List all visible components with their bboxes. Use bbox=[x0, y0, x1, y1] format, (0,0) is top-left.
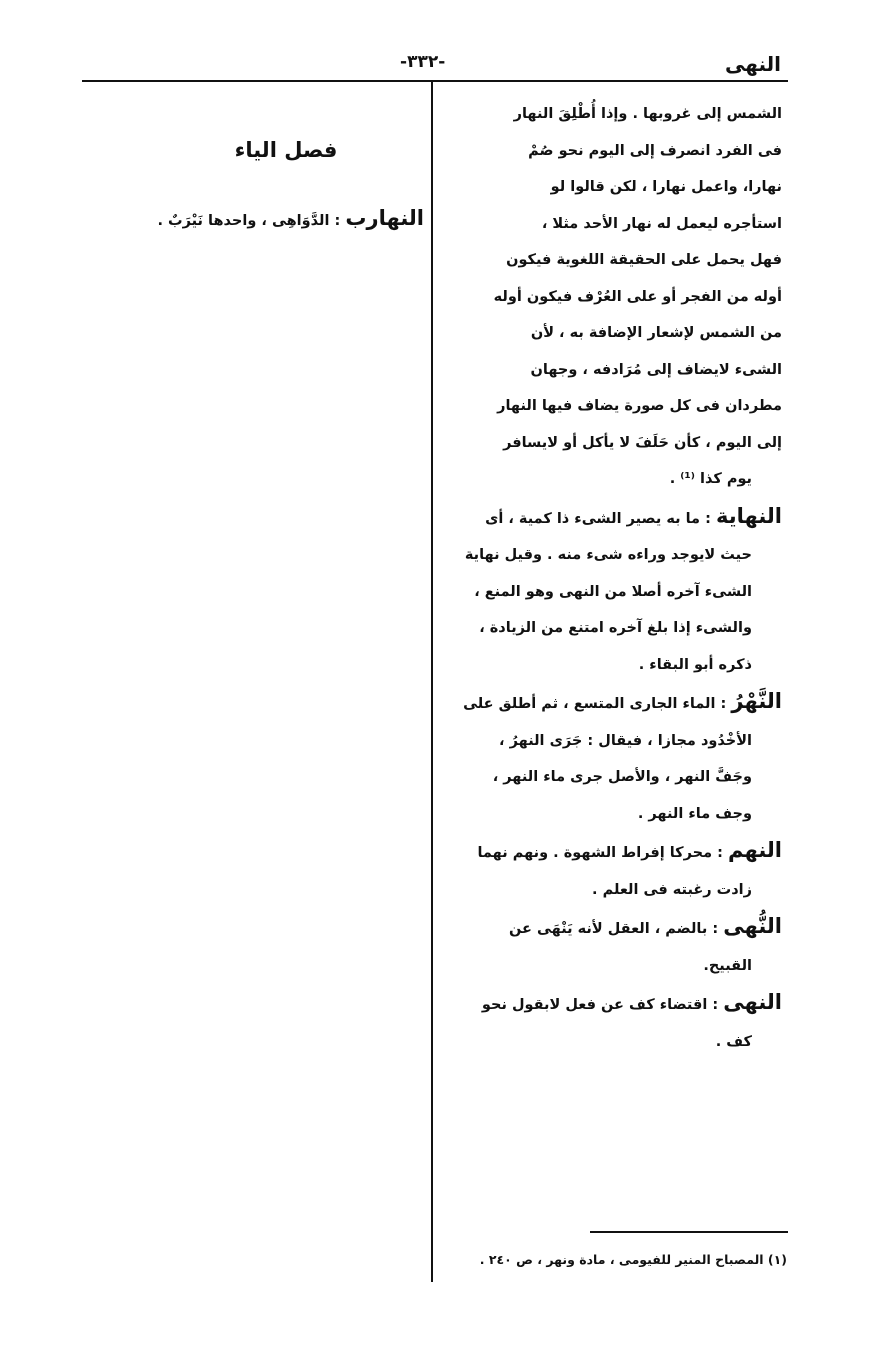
text-line: الشىء آخره أصلا من النهى وهو المنع ، bbox=[474, 583, 752, 600]
text-line: الأخْدُود مجازا ، فيقال : جَرَى النهرُ ، bbox=[499, 732, 752, 749]
entry-definition: اقتضاء كف عن فعل لابقول نحو bbox=[481, 997, 708, 1013]
text-line: من الشمس لإشعار الإضافة به ، لأن bbox=[530, 325, 782, 341]
entry-first-line bbox=[442, 908, 782, 948]
entry-first-line bbox=[442, 984, 782, 1024]
entry-headword: النهم bbox=[728, 838, 782, 862]
text-line: مطردان فى كل صورة يضاف فيها النهار bbox=[497, 398, 782, 414]
entry-first-line bbox=[442, 683, 782, 723]
entry-headword: النَّهْرُ bbox=[731, 689, 782, 713]
page-number: -٣٣٢- bbox=[400, 52, 446, 72]
text-line: يوم كذا ⁽¹⁾ . bbox=[669, 471, 752, 487]
entry-headword: النهارب bbox=[345, 206, 424, 230]
separator: : bbox=[717, 845, 723, 861]
entry-definition: بالضم ، العقل لأنه يَنْهَى عن bbox=[508, 921, 708, 937]
text-line: الشمس إلى غروبها . وإذا أُطْلِقَ النهار bbox=[513, 106, 782, 122]
text-line: والشىء إذا بلغ آخره امتنع من الزيادة ، bbox=[479, 620, 752, 636]
left-column bbox=[108, 138, 424, 230]
footnote-rule bbox=[590, 1231, 788, 1233]
separator: : bbox=[712, 997, 719, 1013]
text-line: القبيح. bbox=[703, 957, 752, 974]
entry-headword: النُّهى bbox=[723, 914, 782, 938]
right-column bbox=[442, 96, 782, 1060]
entry-first-line bbox=[442, 832, 782, 872]
text-line: زادت رغبته فى العلم . bbox=[592, 881, 752, 898]
text-line: فهل يحمل على الحقيقة اللغوية فيكون bbox=[506, 252, 782, 268]
entry-definition: الماء الجارى المتسع ، ثم أطلق على bbox=[463, 696, 716, 712]
separator: : bbox=[712, 921, 719, 937]
entry-definition: ما به يصير الشىء ذا كمية ، أى bbox=[485, 510, 701, 527]
running-head: النهى bbox=[725, 52, 781, 76]
text-line: فى الفرد انصرف إلى اليوم نحو صُمْ bbox=[528, 142, 782, 159]
entry-headword: النهى bbox=[723, 990, 782, 1014]
entry-nuha bbox=[442, 908, 782, 984]
entry-nahr bbox=[442, 683, 782, 832]
separator: : bbox=[720, 696, 727, 712]
separator: : bbox=[705, 510, 711, 527]
text-line: وجف ماء النهر . bbox=[637, 805, 752, 822]
text-line: كف . bbox=[715, 1033, 752, 1050]
separator: : bbox=[334, 213, 341, 229]
text-line: استأجره ليعمل له نهار الأحد مثلا ، bbox=[541, 215, 782, 232]
text-line: نهارا، واعمل نهارا ، لكن قالوا لو bbox=[550, 179, 782, 195]
column-divider bbox=[431, 82, 433, 1282]
text-line: أوله من الفجر أو على العُرْف فيكون أوله bbox=[493, 288, 782, 305]
entry-first-line bbox=[442, 498, 782, 538]
text-line: إلى اليوم ، كأن حَلَفَ لا يأكل أو لايسافر bbox=[503, 434, 782, 451]
section-title: فصل الياء bbox=[234, 138, 338, 162]
entry-nahy bbox=[442, 984, 782, 1060]
text-line: ذكره أبو البقاء . bbox=[638, 656, 752, 673]
entry-headword: النهاية bbox=[715, 503, 782, 528]
footnote: (١) المصباح المنير للفيومى ، مادة ونهر ، ص ٢٤٠ . bbox=[479, 1252, 787, 1267]
entry-naharib bbox=[108, 206, 424, 230]
text-line: الشىء لايضاف إلى مُرَادفه ، وجهان bbox=[530, 361, 782, 378]
continuation-text bbox=[442, 96, 782, 498]
entry-definition: الدَّوَاهِى ، واحدها نَيْرَبٌ . bbox=[157, 213, 330, 229]
text-line: وجَفَّ النهر ، والأصل جرى ماء النهر ، bbox=[492, 769, 752, 785]
entry-definition: محركا إفراط الشهوة . ونهم نهما bbox=[477, 845, 713, 861]
entry-nihaya bbox=[442, 498, 782, 684]
header-rule bbox=[82, 80, 788, 82]
text-line: حيث لايوجد وراءه شىء منه . وقيل نهاية bbox=[464, 547, 752, 563]
entry-naham bbox=[442, 832, 782, 908]
